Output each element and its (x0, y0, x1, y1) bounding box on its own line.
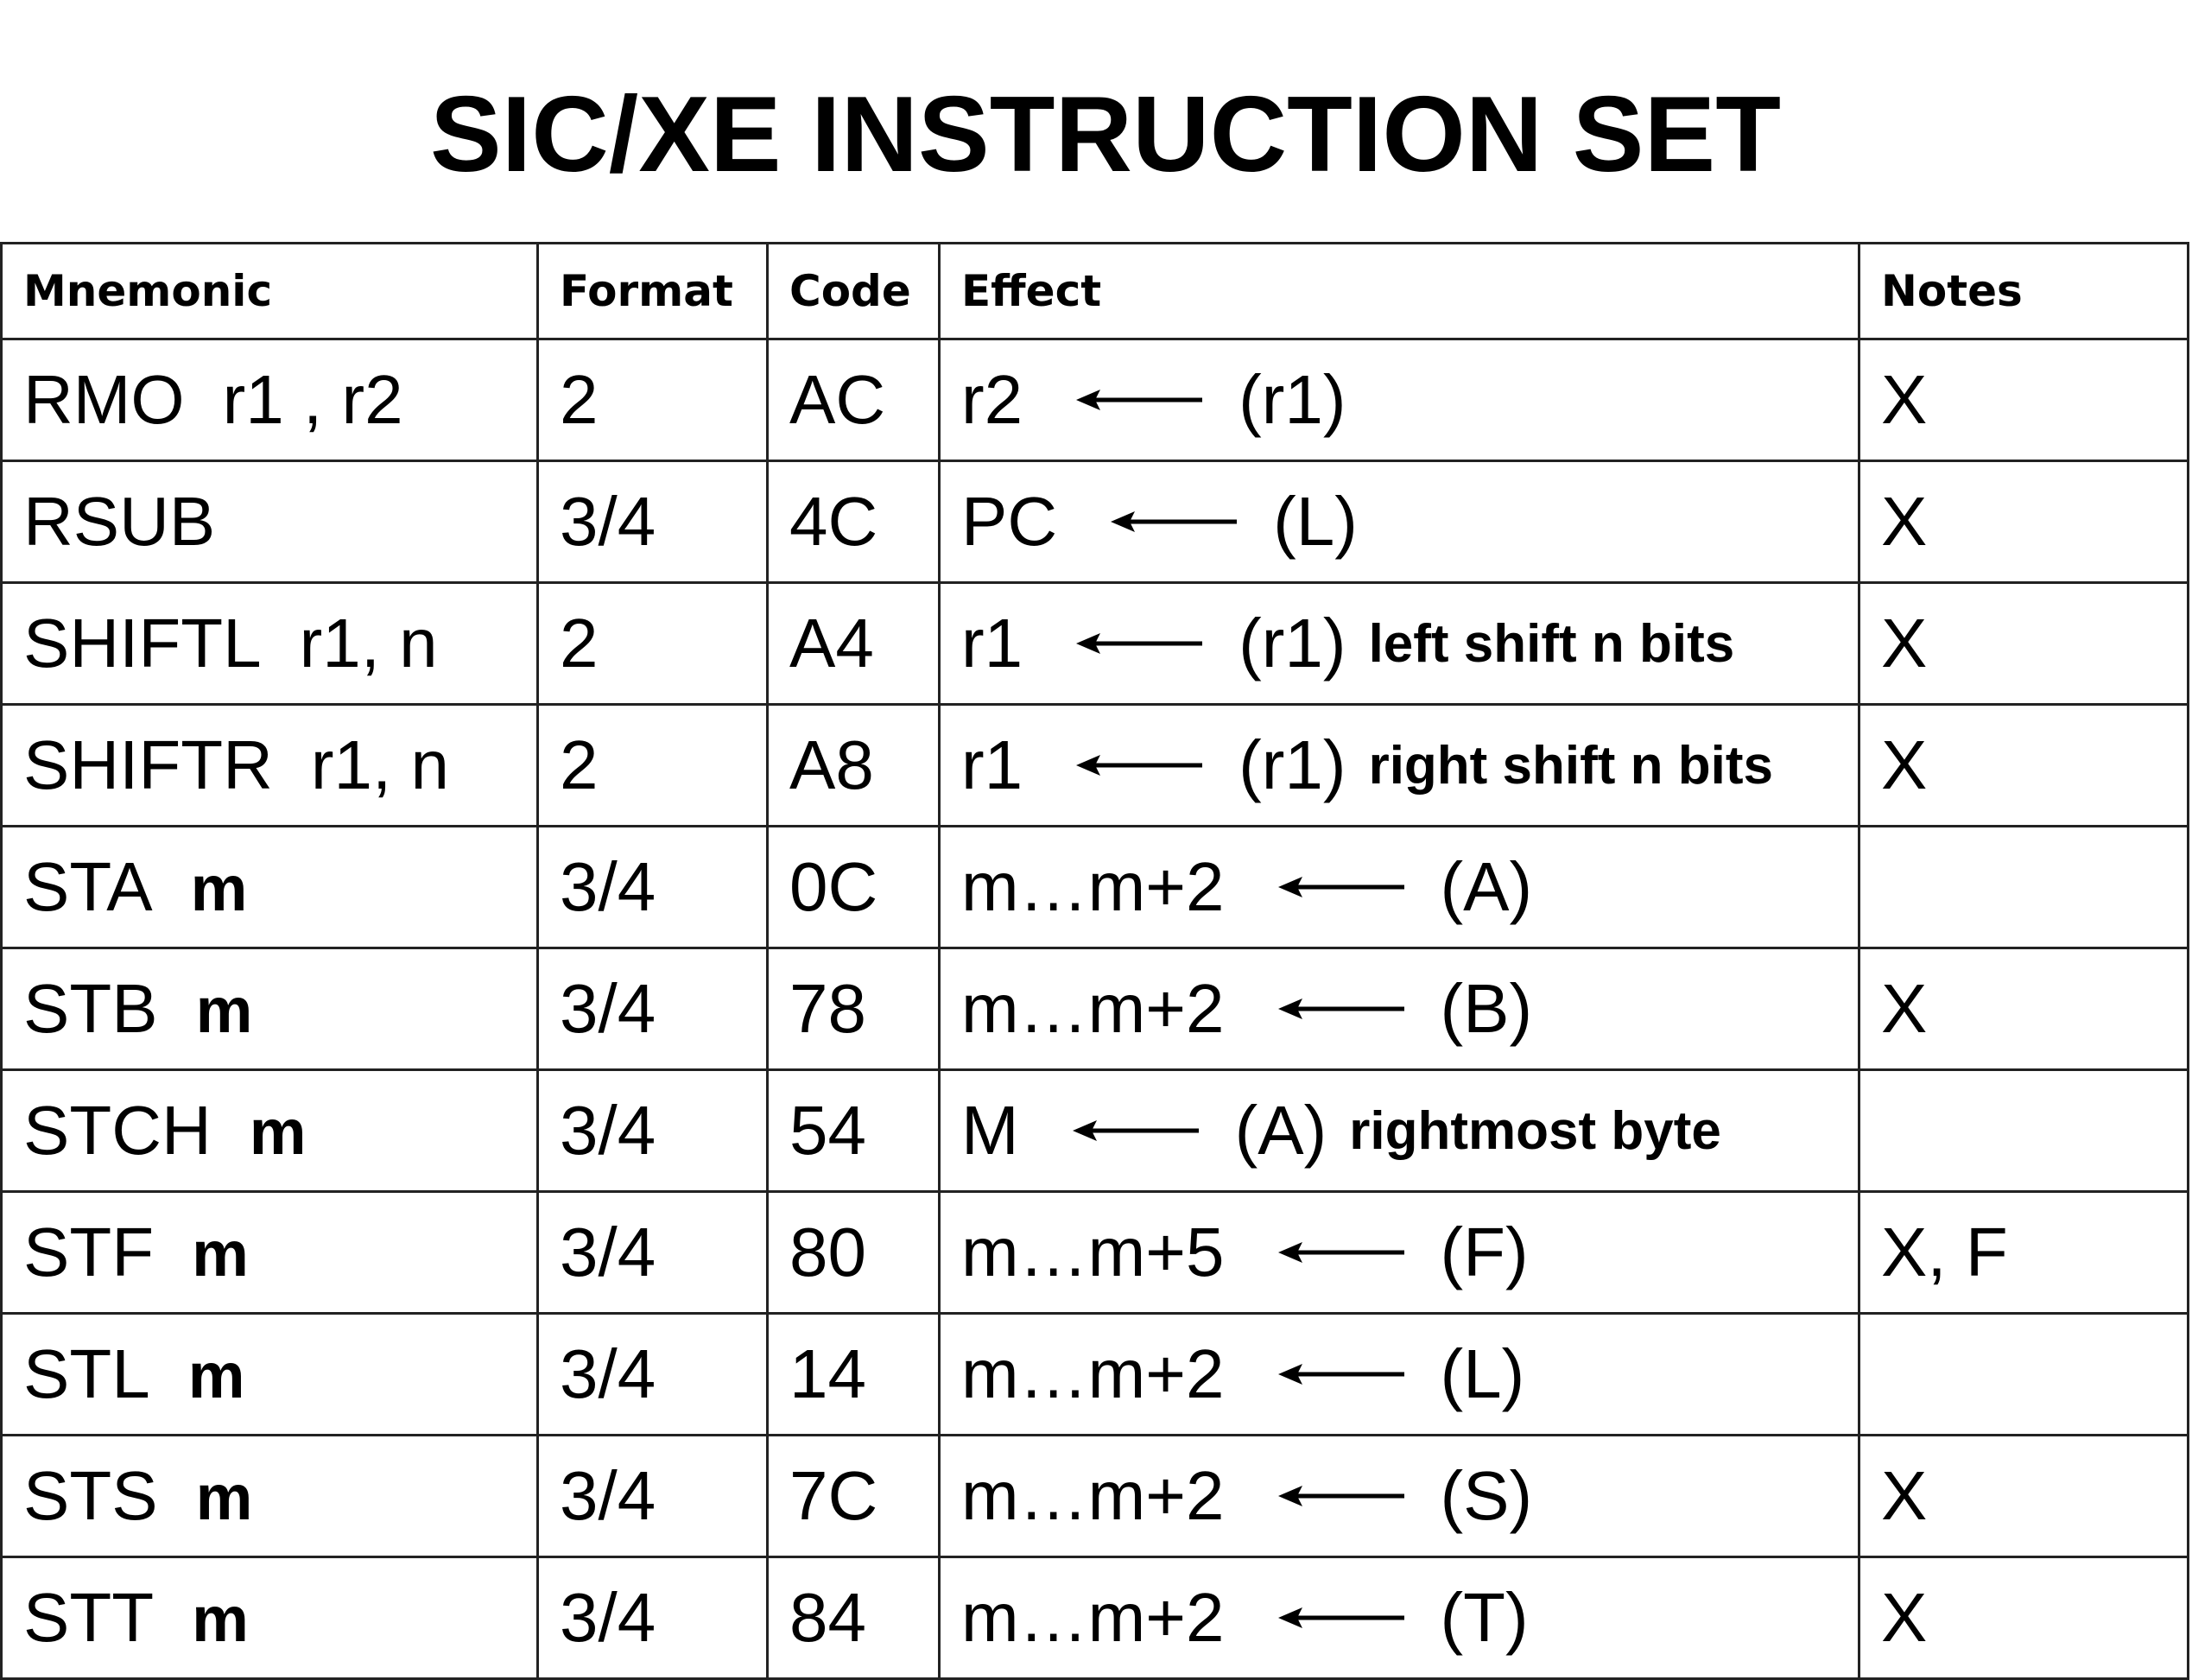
table-row (2, 339, 2189, 461)
effect-cell (940, 339, 1859, 461)
left-arrow-icon (1074, 383, 1204, 417)
opcode-name: STF (23, 1214, 155, 1290)
format-cell: 3/4 (538, 1192, 768, 1314)
header-row (2, 244, 2189, 339)
effect-target: m…m+2 (961, 1579, 1225, 1656)
effect-cell (940, 1070, 1859, 1192)
format-cell: 2 (538, 339, 768, 461)
operand: m (187, 1340, 245, 1411)
table-row (2, 1436, 2189, 1557)
effect-cell (940, 1557, 1859, 1679)
code-cell: AC (768, 339, 940, 461)
mnemonic-cell (2, 461, 538, 583)
table-row (2, 948, 2189, 1070)
effect-target: m…m+2 (961, 1335, 1225, 1412)
operand: m (249, 1096, 307, 1168)
effect-cell (940, 827, 1859, 948)
left-arrow-icon (1109, 504, 1239, 539)
operand: r1, n (299, 605, 438, 682)
notes-cell: X (1859, 705, 2189, 827)
operand: r1, n (310, 726, 449, 803)
header-format: Format (538, 244, 768, 339)
notes-cell: X, F (1859, 1192, 2189, 1314)
opcode-name: STT (23, 1579, 155, 1656)
table-row (2, 583, 2189, 705)
mnemonic-cell (2, 339, 538, 461)
code-cell: 7C (768, 1436, 940, 1557)
left-arrow-icon (1277, 1479, 1406, 1513)
format-cell: 3/4 (538, 827, 768, 948)
mnemonic-cell (2, 827, 538, 948)
effect-source: (T) (1440, 1579, 1529, 1656)
notes-cell: X (1859, 1557, 2189, 1679)
operand: m (195, 1461, 253, 1533)
effect-source: (L) (1273, 483, 1358, 560)
table-row (2, 827, 2189, 948)
code-cell: 54 (768, 1070, 940, 1192)
header-notes: Notes (1859, 244, 2189, 339)
notes-cell: X (1859, 948, 2189, 1070)
opcode-name: SHIFTR (23, 726, 273, 803)
effect-note: right shift n bits (1368, 735, 1773, 796)
effect-source: (r1) (1239, 361, 1346, 438)
mnemonic-cell (2, 1557, 538, 1679)
effect-target: m…m+5 (961, 1214, 1225, 1290)
effect-source: (r1) (1239, 605, 1346, 682)
code-cell: A8 (768, 705, 940, 827)
code-cell: 0C (768, 827, 940, 948)
notes-cell: X (1859, 1436, 2189, 1557)
left-arrow-icon (1277, 992, 1406, 1026)
instruction-table (0, 242, 2189, 1680)
effect-target: PC (961, 483, 1058, 560)
mnemonic-cell (2, 1070, 538, 1192)
code-cell: 78 (768, 948, 940, 1070)
effect-note: rightmost byte (1349, 1100, 1721, 1161)
page-title: SIC/XE INSTRUCTION SET (430, 75, 1781, 194)
opcode-name: RSUB (23, 483, 216, 560)
operand: r1 , r2 (222, 361, 403, 438)
effect-cell (940, 461, 1859, 583)
effect-note: left shift n bits (1368, 613, 1735, 674)
mnemonic-cell (2, 1436, 538, 1557)
opcode-name: STCH (23, 1092, 212, 1169)
format-cell: 3/4 (538, 948, 768, 1070)
format-cell: 3/4 (538, 1070, 768, 1192)
opcode-name: STS (23, 1457, 158, 1534)
notes-cell: X (1859, 339, 2189, 461)
code-cell: 4C (768, 461, 940, 583)
left-arrow-icon (1071, 1113, 1201, 1148)
effect-cell (940, 583, 1859, 705)
format-cell: 3/4 (538, 461, 768, 583)
effect-target: m…m+2 (961, 1457, 1225, 1534)
notes-cell (1859, 1314, 2189, 1436)
effect-source: (r1) (1239, 726, 1346, 803)
opcode-name: STB (23, 970, 158, 1047)
mnemonic-cell (2, 1314, 538, 1436)
left-arrow-icon (1074, 748, 1204, 783)
format-cell: 3/4 (538, 1314, 768, 1436)
operand: m (192, 1218, 249, 1290)
mnemonic-cell (2, 583, 538, 705)
code-cell: 84 (768, 1557, 940, 1679)
operand: m (192, 1583, 249, 1655)
notes-cell (1859, 827, 2189, 948)
notes-cell: X (1859, 583, 2189, 705)
format-cell: 3/4 (538, 1436, 768, 1557)
effect-cell (940, 1192, 1859, 1314)
effect-target: m…m+2 (961, 848, 1225, 925)
header-effect: Effect (940, 244, 1859, 339)
effect-source: (S) (1440, 1457, 1533, 1534)
table-row (2, 461, 2189, 583)
table-row (2, 1070, 2189, 1192)
left-arrow-icon (1277, 870, 1406, 904)
left-arrow-icon (1277, 1235, 1406, 1270)
effect-target: M (961, 1092, 1019, 1169)
effect-source: (F) (1440, 1214, 1529, 1290)
effect-target: m…m+2 (961, 970, 1225, 1047)
mnemonic-cell (2, 1192, 538, 1314)
mnemonic-cell (2, 705, 538, 827)
table-row (2, 1314, 2189, 1436)
effect-target: r1 (961, 605, 1023, 682)
code-cell: 80 (768, 1192, 940, 1314)
effect-cell (940, 1436, 1859, 1557)
code-cell: 14 (768, 1314, 940, 1436)
left-arrow-icon (1074, 626, 1204, 661)
format-cell: 3/4 (538, 1557, 768, 1679)
header-mnemonic: Mnemonic (2, 244, 538, 339)
operand: m (195, 974, 253, 1046)
opcode-name: STL (23, 1335, 150, 1412)
left-arrow-icon (1277, 1357, 1406, 1392)
effect-target: r1 (961, 726, 1023, 803)
effect-source: (A) (1440, 848, 1533, 925)
effect-source: (B) (1440, 970, 1533, 1047)
effect-cell (940, 948, 1859, 1070)
effect-source: (A) (1234, 1092, 1327, 1169)
table-row (2, 705, 2189, 827)
opcode-name: SHIFTL (23, 605, 262, 682)
format-cell: 2 (538, 705, 768, 827)
effect-target: r2 (961, 361, 1023, 438)
notes-cell (1859, 1070, 2189, 1192)
format-cell: 2 (538, 583, 768, 705)
mnemonic-cell (2, 948, 538, 1070)
effect-cell (940, 1314, 1859, 1436)
notes-cell: X (1859, 461, 2189, 583)
opcode-name: STA (23, 848, 153, 925)
operand: m (190, 853, 248, 924)
left-arrow-icon (1277, 1601, 1406, 1635)
effect-source: (L) (1440, 1335, 1525, 1412)
header-code: Code (768, 244, 940, 339)
opcode-name: RMO (23, 361, 185, 438)
table-row (2, 1557, 2189, 1679)
code-cell: A4 (768, 583, 940, 705)
table-row (2, 1192, 2189, 1314)
effect-cell (940, 705, 1859, 827)
